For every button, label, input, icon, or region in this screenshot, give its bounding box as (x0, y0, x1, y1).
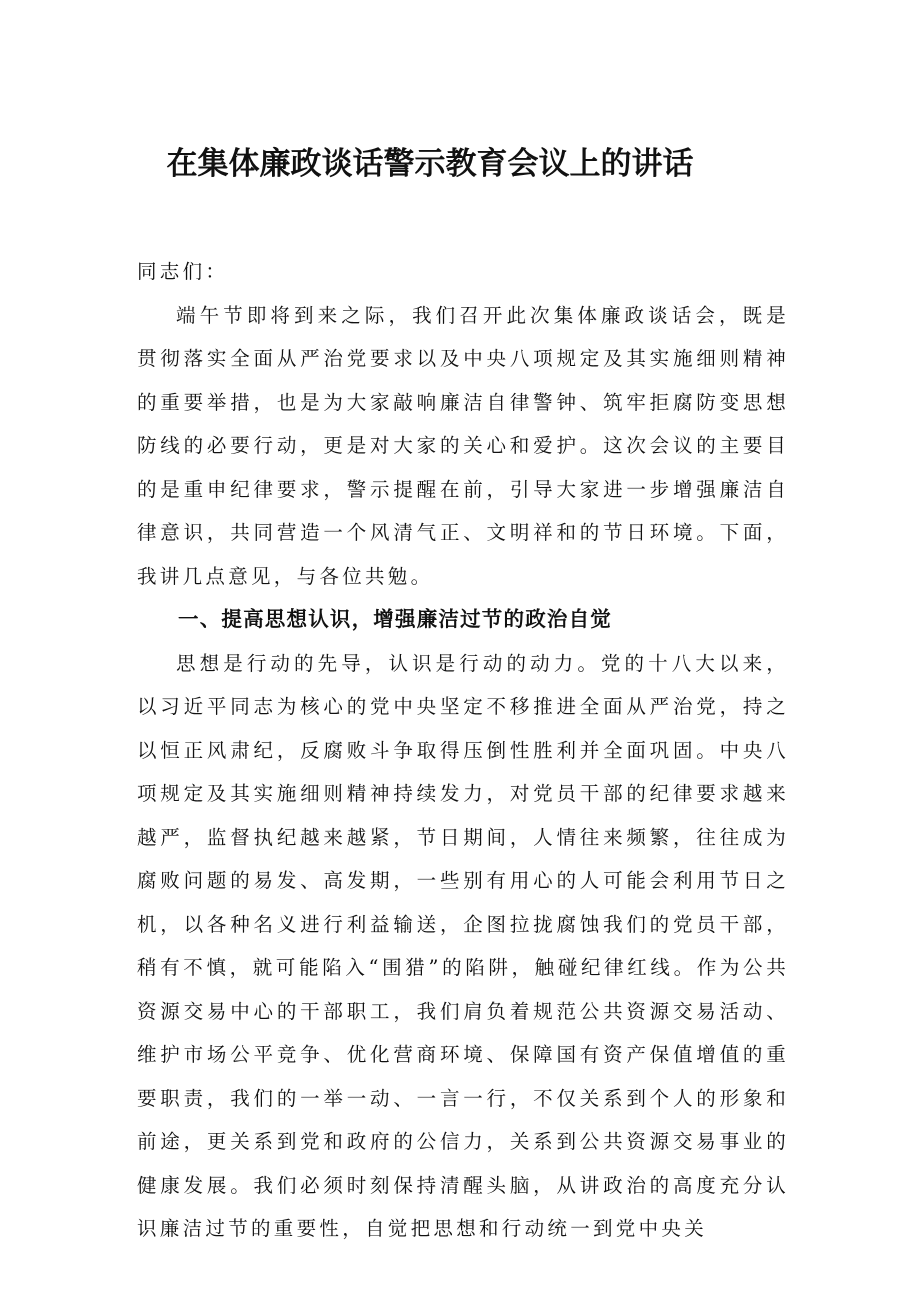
document-title: 在集体廉政谈话警示教育会议上的讲话 (166, 146, 694, 182)
document-body (137, 250, 789, 1251)
salutation: 同志们： (137, 260, 229, 283)
intro-paragraph: 端午节即将到来之际，我们召开此次集体廉政谈话会，既是贯彻落实全面从严治党要求以及中央八项规定及其实施细则精神的重要举措，也是为大家敲响廉洁自律警钟、筑牢拒腐防变思想防线的必要行动，更是对大家的关心和爱护。这次会议的主要目的是重申纪律要求，警示提醒在前，引导大家进一步增强廉洁自律意识，共同营造一个风清气正、文明祥和的节日环境。下面，我讲几点意见，与各位共勉。 (137, 303, 789, 588)
section-1-paragraph: 思想是行动的先导，认识是行动的动力。党的十八大以来，以习近平同志为核心的党中央坚定不移推进全面从严治党，持之以恒正风肃纪，反腐败斗争取得压倒性胜利并全面巩固。中央八项规定及其实施细则精神持续发力，对党员干部的纪律要求越来越严，监督执纪越来越紧，节日期间，人情往来频繁，往往成为腐败问题的易发、高发期，一些别有用心的人可能会利用节日之机，以各种名义进行利益输送，企图拉拢腐蚀我们的党员干部，稍有不慎，就可能陷入“围猎”的陷阱，触碰纪律红线。作为公共资源交易中心的干部职工，我们肩负着规范公共资源交易活动、维护市场公平竞争、优化营商环境、保障国有资产保值增值的重要职责，我们的一举一动、一言一行，不仅关系到个人的形象和前途，更关系到党和政府的公信力，关系到公共资源交易事业的健康发展。我们必须时刻保持清醒头脑，从讲政治的高度充分认识廉洁过节的重要性，自觉把思想和行动统一到党中央关 (137, 651, 789, 1240)
section-heading-1: 一、提高思想认识，增强廉洁过节的政治自觉 (178, 607, 612, 631)
